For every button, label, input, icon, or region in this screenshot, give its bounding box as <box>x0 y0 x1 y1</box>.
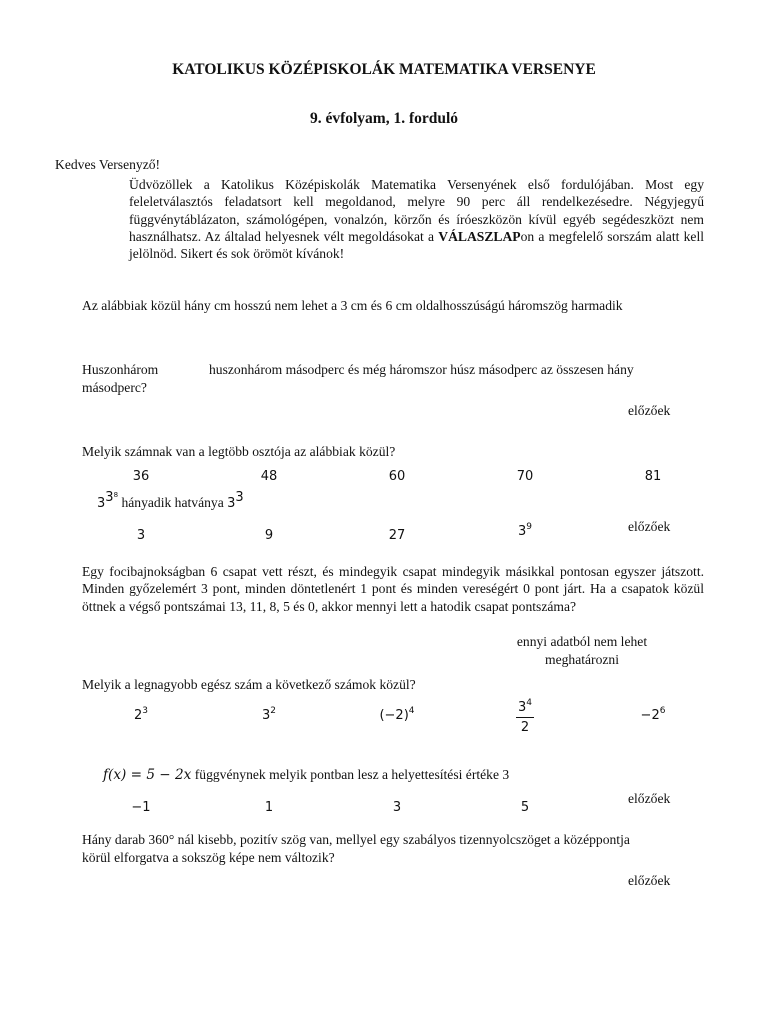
question-6: Melyik a legnagyobb egész szám a következő számok közül? <box>82 677 416 692</box>
q7-text: függvénynek melyik pontban lesz a helyettesítési értéke 3 <box>194 767 510 782</box>
q3-option-a: 36 <box>132 469 150 484</box>
question-2-rest: huszonhárom másodperc és még háromszor húsz másodperc az összesen hány <box>209 362 634 377</box>
q4-target-base: 3 <box>227 496 236 511</box>
q6-option-e: $-2^6$ <box>640 706 666 723</box>
q8-option-e: előzőek <box>628 873 671 888</box>
q3-option-e: 81 <box>644 469 662 484</box>
question-2-line2: másodperc? <box>82 380 147 395</box>
question-8-line1: Hány darab 360° nál kisebb, pozitív szög van, mellyel egy szabályos tizennyolcszöget a középpontja <box>82 832 630 847</box>
question-1: Az alábbiak közül hány cm hosszú nem lehet a 3 cm és 6 cm oldalhosszúságú háromszög harmadik <box>82 298 623 313</box>
q4-option-d: $3^9$ <box>517 522 532 539</box>
question-8-line2: körül elforgatva a sokszög képe nem változik? <box>82 850 335 865</box>
q7-option-a: −1 <box>131 800 151 815</box>
q4-text: hányadik hatványa <box>121 495 224 510</box>
q4-option-b: 9 <box>264 528 274 543</box>
greeting: Kedves Versenyző! <box>55 157 161 172</box>
q7-option-b: 1 <box>264 800 274 815</box>
question-5: Egy focibajnokságban 6 csapat vett részt, és mindegyik csapat mindegyik másikkal pontosan egyszer játszott. Minden győzelemért 3 pont, minden döntetlenért 1 pont és minden vereségért 0 pont járt. Ha a csapatok közül öttnek a végső pontszámai 13, 11, 8, 5 és 0, akkor mennyi lett a hatodik csapat pontszáma? <box>82 564 704 614</box>
q5-option-line1: ennyi adatból nem lehet <box>516 634 648 649</box>
question-3: Melyik számnak van a legtöbb osztója az alábbiak közül? <box>82 444 396 459</box>
page-subtitle: 9. évfolyam, 1. forduló <box>309 110 459 127</box>
q4-option-e: előzőek <box>628 519 671 534</box>
question-4 <box>97 490 244 511</box>
question-2-start: Huszonhárom <box>82 362 159 377</box>
intro-text-2: on a megfelelő sorszám alatt kell jelölnöd. Sikert és sok örömöt kívánok! <box>129 228 705 262</box>
q7-option-c: 3 <box>392 800 402 815</box>
q3-option-b: 48 <box>260 469 278 484</box>
page-title: KATOLIKUS KÖZÉPISKOLÁK MATEMATIKA VERSENYE <box>172 61 596 78</box>
q6-option-c: $(-2)^4$ <box>379 706 415 723</box>
q3-option-d: 70 <box>516 469 534 484</box>
q3-option-c: 60 <box>388 469 406 484</box>
q6-option-d-denominator: 2 <box>520 720 530 735</box>
q6-option-d-numerator: $3^4$ <box>517 698 532 715</box>
q4-base: 3 <box>97 496 106 511</box>
q7-function: f(x) = 5 − 2x <box>103 767 192 783</box>
q6-option-b: $3^2$ <box>261 706 276 723</box>
q4-option-a: 3 <box>136 528 146 543</box>
intro-bold: VÁLASZLAP <box>438 228 521 244</box>
q4-target-exp: 3 <box>235 490 244 505</box>
question-7 <box>103 767 509 783</box>
q7-option-d: 5 <box>520 800 530 815</box>
intro-paragraph <box>129 176 704 262</box>
q6-option-a: $2^3$ <box>133 706 148 723</box>
fraction-bar <box>516 717 534 718</box>
q5-option-line2: meghatározni <box>545 652 619 667</box>
q4-option-c: 27 <box>388 528 406 543</box>
question-2-option-e: előzőek <box>628 403 671 418</box>
intro-text-1: Üdvözöllek a Katolikus Középiskolák Matematika Versenyének első fordulójában. Most egy feleletválasztós feladatsort kell megoldanod, melyre 90 perc áll rendelkezésedre. Négyjegyű függvénytáblázaton, számológépen, vonalzón, körzőn és íróeszközön kívül egyéb segédeszközt nem használhatsz. Az általad helyesnek vélt megoldásokat a <box>129 177 704 244</box>
q6-option-d <box>510 700 540 735</box>
q4-exp: 38 <box>105 490 119 505</box>
q7-option-e: előzőek <box>628 791 671 806</box>
